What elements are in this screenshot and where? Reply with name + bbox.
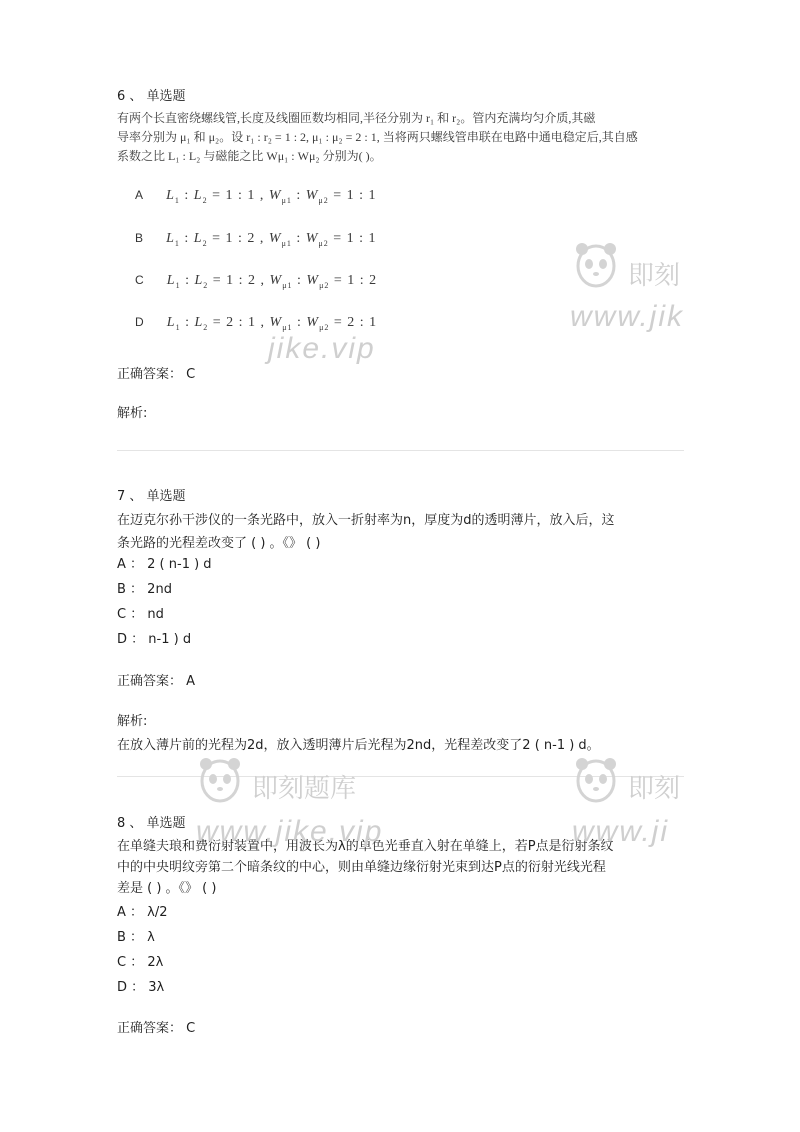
- question-6-stem-line-2: 导率分别为 μ₁ 和 μ₂。设 r₁ : r₂ = 1 : 2, μ₁ : μ₂ = 2 : 1, 当将两只螺线管串联在电路中通电稳定后,其自感: [117, 130, 638, 144]
- option-formula: $L_1$ : $L_2 = 2$ : 1 , $W_{\mu 1}$ : $W_{\mu 2} = 2$ : 1: [166, 315, 378, 332]
- question-8-option-a: A ： λ/2: [117, 905, 168, 920]
- watermark-brand: 即刻: [628, 261, 681, 291]
- option-letter: D: [135, 315, 144, 329]
- question-6-stem-line-3: 系数之比 L₁ : L₂ 与磁能之比 Wμ₁ : Wμ₂ 分别为( )。: [117, 149, 382, 163]
- question-7-option-a: A ： 2 ( n-1 ) d: [117, 557, 212, 572]
- question-8-answer: 正确答案： C: [117, 1021, 196, 1036]
- question-8-stem-line-1: 在单缝夫琅和费衍射装置中，用波长为λ的单色光垂直入射在单缝上，若P点是衍射条纹: [117, 839, 614, 854]
- section-divider: [117, 450, 684, 451]
- question-6-analysis-label: 解析:: [117, 406, 148, 421]
- question-6-option-b: [135, 227, 377, 248]
- panda-logo-icon: [198, 755, 242, 805]
- option-letter: B: [135, 231, 144, 245]
- question-7-option-b: B ： 2nd: [117, 582, 172, 597]
- question-8-option-c: C ： 2λ: [117, 955, 164, 970]
- question-7-stem-line-2: 条光路的光程差改变了 ( ) 。《》 ( ): [117, 536, 321, 551]
- question-6-option-a: [135, 184, 377, 205]
- option-formula: $L_1$ : $L_2 = 1$ : 1 , $W_{\mu 1}$ : $W_{\mu 2} = 1$ : 1: [166, 188, 377, 205]
- question-7-option-c: C ： nd: [117, 607, 164, 622]
- option-formula: $L_1$ : $L_2 = 1$ : 2 , $W_{\mu 1}$ : $W_{\mu 2} = 1$ : 1: [166, 231, 377, 248]
- question-8-header: 8 、 单选题: [117, 816, 186, 831]
- question-7-answer: 正确答案： A: [117, 674, 196, 689]
- question-8-stem-line-2: 中的中央明纹旁第二个暗条纹的中心，则由单缝边缘衍射光束到达P点的衍射光线光程: [117, 860, 606, 875]
- question-8-stem-line-3: 差是 ( ) 。《》 ( ): [117, 881, 217, 896]
- option-letter: A: [135, 188, 144, 202]
- watermark-url: www.ji: [572, 815, 670, 848]
- question-7-header: 7 、 单选题: [117, 489, 186, 504]
- question-7-analysis-text: 在放入薄片前的光程为2d，放入透明薄片后光程为2nd，光程差改变了2 ( n-1 ) d。: [117, 738, 600, 753]
- question-8-option-b: B ： λ: [117, 930, 155, 945]
- option-letter: C: [135, 273, 144, 287]
- option-formula: $L_1$ : $L_2 = 1$ : 2 , $W_{\mu 1}$ : $W_{\mu 2} = 1$ : 2: [166, 273, 378, 290]
- watermark-brand: 即刻题库: [252, 774, 357, 804]
- watermark-brand: 即刻: [628, 774, 681, 804]
- question-8-option-d: D ： 3λ: [117, 980, 165, 995]
- question-6-option-d: [135, 311, 377, 332]
- question-6-answer: 正确答案： C: [117, 367, 196, 382]
- watermark-url-tail: jike.vip: [268, 332, 376, 365]
- question-7-stem-line-1: 在迈克尔孙干涉仪的一条光路中，放入一折射率为n，厚度为d的透明薄片，放入后，这: [117, 513, 615, 528]
- panda-logo-icon: [574, 755, 618, 805]
- question-6-header: 6 、 单选题: [117, 89, 186, 104]
- watermark-url: www.jik: [570, 300, 685, 333]
- watermark-url: www.jike.vip: [196, 815, 384, 848]
- question-7-option-d: D ： n-1 ) d: [117, 632, 192, 647]
- panda-logo-icon: [574, 240, 618, 290]
- question-7-analysis-label: 解析:: [117, 714, 148, 729]
- question-6-option-c: [135, 269, 377, 290]
- question-6-stem-line-1: 有两个长直密绕螺线管,长度及线圈匝数均相同,半径分别为 r₁ 和 r₂。管内充满均匀介质,其磁: [117, 111, 596, 125]
